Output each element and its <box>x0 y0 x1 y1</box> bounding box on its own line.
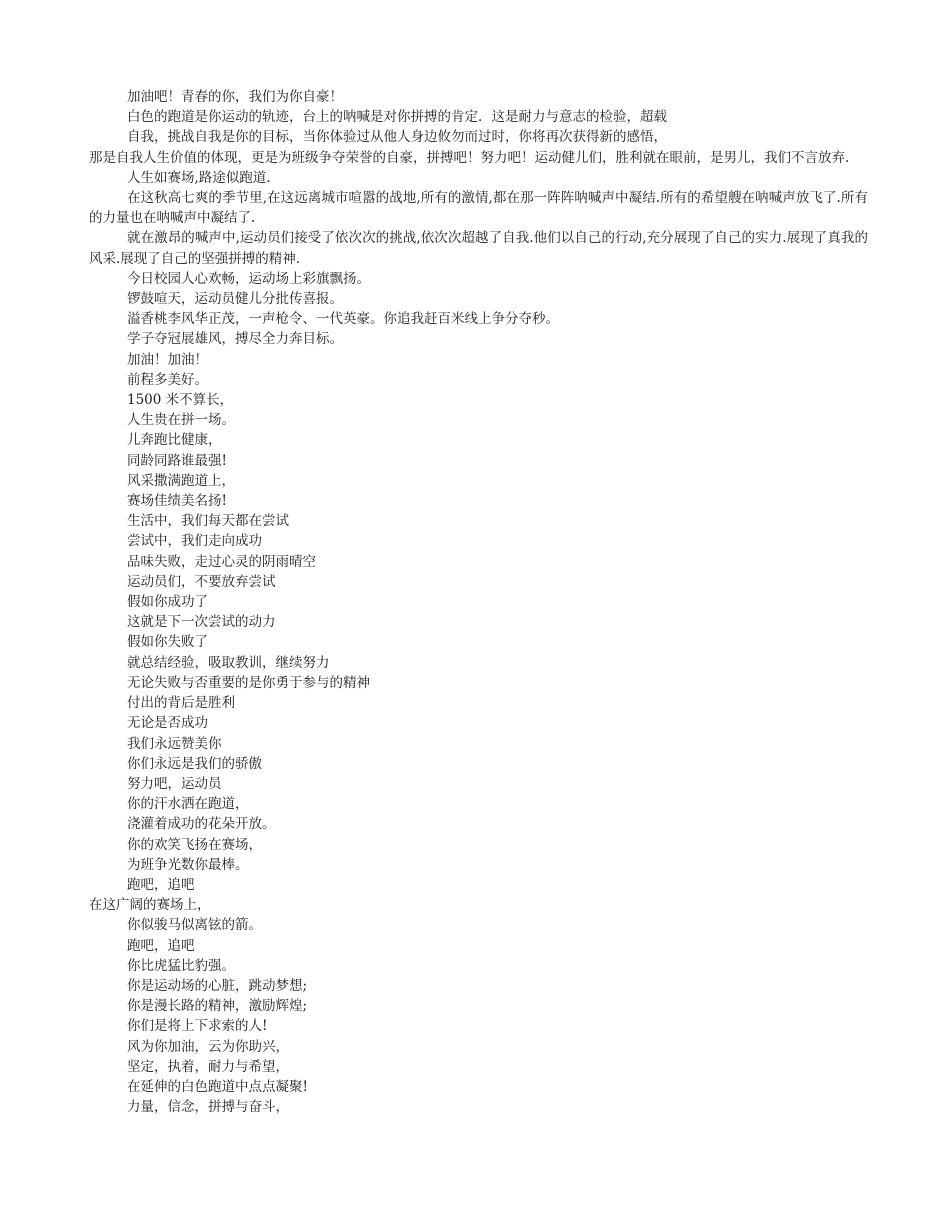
paragraph-13: 前程多美好。 <box>127 371 208 388</box>
paragraph-25: 这就是下一次尝试的动力 <box>127 614 276 631</box>
paragraph-3: 自我，挑战自我是你的目标，当你体验过从他人身边攸勿而过时，你将再次获得新的感悟， <box>127 129 667 146</box>
paragraph-5: 人生如赛场,路途似跑道. <box>127 169 271 186</box>
paragraph-49: 力量，信念，拼搏与奋斗， <box>127 1099 289 1116</box>
paragraph-30: 无论是否成功 <box>127 715 208 732</box>
paragraph-19: 赛场佳绩美名扬! <box>127 493 227 510</box>
paragraph-28: 无论失败与否重要的是你勇于参与的精神 <box>127 674 370 691</box>
paragraph-10: 溢香桃李风华正茂，一声枪令、一代英豪。你追我赶百米线上争分夺秒。 <box>127 311 559 328</box>
paragraph-8: 今日校园人心欢畅，运动场上彩旗飘扬。 <box>127 270 370 287</box>
paragraph-26: 假如你失败了 <box>127 634 208 651</box>
paragraph-7: 就在激昂的喊声中,运动员们接受了依次次的挑战,依次次超越了自我.他们以自己的行动,充分展现了自己的实力.展现了真我的风采.展现了自己的坚强拼搏的精神. <box>89 230 868 267</box>
paragraph-47: 坚定，执着，耐力与希望， <box>127 1058 289 1075</box>
paragraph-1: 加油吧！青春的你，我们为你自豪！ <box>127 89 343 105</box>
paragraph-34: 你的汗水洒在跑道， <box>127 796 249 813</box>
paragraph-45: 你们是将上下求索的人! <box>127 1018 268 1035</box>
paragraph-38: 跑吧，追吧 <box>127 876 195 893</box>
paragraph-2: 白色的跑道是你运动的轨迹，台上的呐喊是对你拼搏的肯定．这是耐力与意志的检验，超载 <box>127 109 667 126</box>
paragraph-48: 在延伸的白色跑道中点点凝聚! <box>127 1078 308 1095</box>
paragraph-15: 人生贵在拼一场。 <box>127 412 235 429</box>
paragraph-35: 浇灌着成功的花朵开放。 <box>127 816 276 833</box>
paragraph-42: 你比虎猛比豹强。 <box>127 957 235 974</box>
paragraph-24: 假如你成功了 <box>127 594 208 611</box>
paragraph-16: 儿奔跑比健康， <box>127 432 222 449</box>
paragraph-21: 尝试中，我们走向成功 <box>127 533 262 550</box>
paragraph-37: 为班争光数你最棒。 <box>127 856 249 873</box>
paragraph-9: 锣鼓喧天，运动员健儿分批传喜报。 <box>127 291 343 308</box>
paragraph-6: 在这秋高七爽的季节里,在这远离城市喧嚣的战地,所有的激情,都在那一阵阵呐喊声中凝结.所有的希望艘在呐喊声放飞了.所有的力量也在呐喊声中凝结了. <box>89 190 868 227</box>
paragraph-39: 在这广阔的赛场上， <box>89 897 211 914</box>
paragraph-27: 就总结经验，吸取教训，继续努力 <box>127 654 330 671</box>
paragraph-18: 风采撒满跑道上， <box>127 472 235 489</box>
paragraph-33: 努力吧，运动员 <box>127 775 222 792</box>
paragraph-44: 你是漫长路的精神，激励辉煌; <box>127 998 308 1015</box>
paragraph-43: 你是运动场的心脏，跳动梦想; <box>127 977 308 994</box>
paragraph-41: 跑吧，追吧 <box>127 937 195 954</box>
paragraph-20: 生活中，我们每天都在尝试 <box>127 513 289 530</box>
paragraph-40: 你似骏马似离铉的箭。 <box>127 917 262 934</box>
paragraph-4: 那是自我人生价值的体现，更是为班级争夺荣誉的自豪，拼搏吧！努力吧！运动健儿们，胜利就在眼前，是男儿，我们不言放弃. <box>89 149 850 166</box>
paragraph-12: 加油！加油！ <box>127 351 208 368</box>
paragraph-46: 风为你加油，云为你助兴， <box>127 1038 289 1055</box>
paragraph-36: 你的欢笑飞扬在赛场， <box>127 836 262 853</box>
paragraph-31: 我们永远赞美你 <box>127 735 222 752</box>
paragraph-14: 1500 米不算长， <box>127 392 234 409</box>
paragraph-32: 你们永远是我们的骄傲 <box>127 755 262 772</box>
paragraph-22: 品味失败，走过心灵的阴雨晴空 <box>127 553 316 570</box>
paragraph-17: 同龄同路谁最强! <box>127 452 227 469</box>
paragraph-11: 学子夺冠展雄风，搏尽全力奔目标。 <box>127 331 343 348</box>
paragraph-29: 付出的背后是胜利 <box>127 695 235 712</box>
paragraph-23: 运动员们，不要放弃尝试 <box>127 573 276 590</box>
